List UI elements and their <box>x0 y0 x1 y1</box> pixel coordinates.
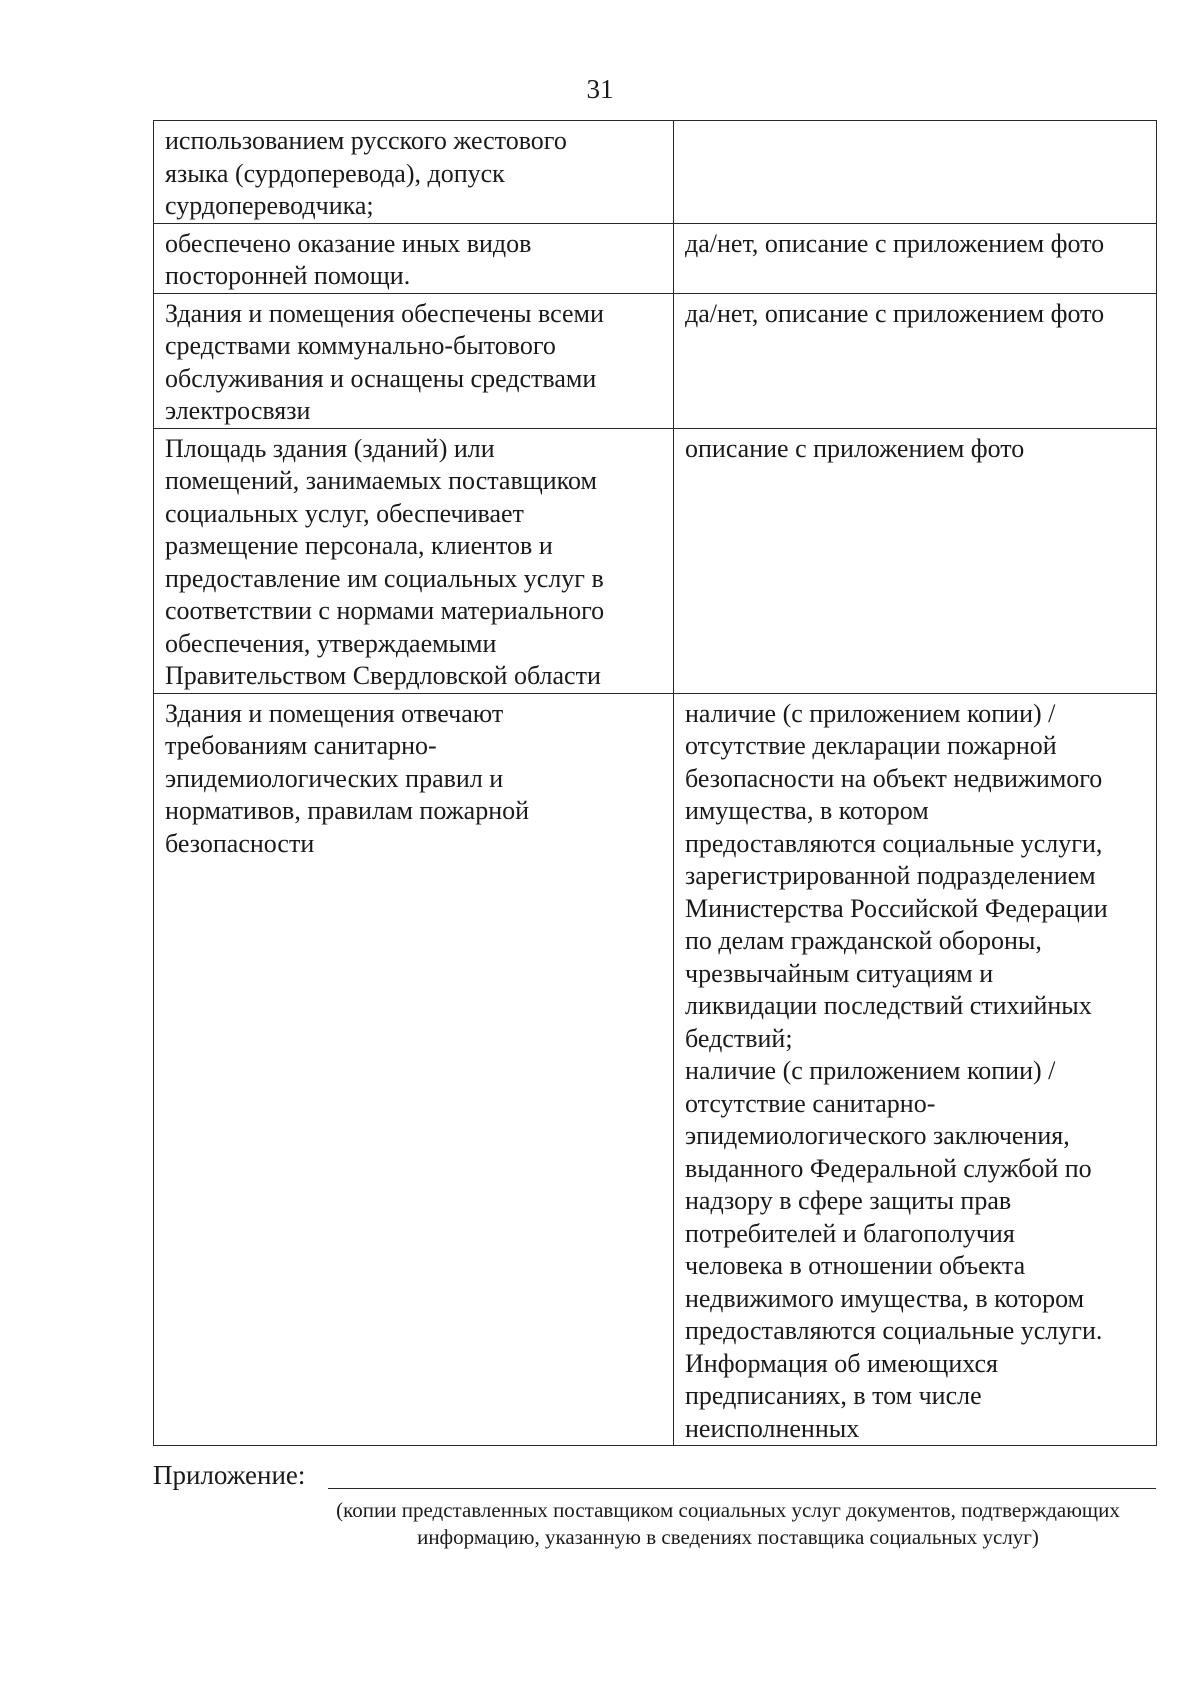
criterion-text: Площадь здания (зданий) или помещений, занимаемых поставщиком социальных услуг, обеспечивает размещение персонала, клиентов и предоставление им социальных услуг в соответствии с нормами материального обеспечения, утверждаемыми Правительством Свердловской области <box>165 433 605 690</box>
criterion-text: обеспечено оказание иных видов посторонней помощи. <box>165 228 532 290</box>
appendix-label: Приложение: <box>153 1460 306 1490</box>
table-cell-evidence <box>674 293 1157 428</box>
table-row <box>154 428 1157 693</box>
table-cell-evidence <box>674 428 1157 693</box>
appendix-section <box>153 1458 1156 1492</box>
evidence-text: да/нет, описание с приложением фото <box>685 298 1105 328</box>
appendix-note: (копии представленных поставщиком социальных услуг документов, подтверждающих информацию, указанную в сведениях поставщика социальных услуг) <box>336 1498 1120 1549</box>
table-row <box>154 223 1157 293</box>
table-row <box>154 121 1157 224</box>
criterion-text: использованием русского жестового языка (сурдоперевода), допуск сурдопереводчика; <box>165 126 567 220</box>
table-cell-criterion <box>154 223 674 293</box>
table-cell-evidence <box>674 223 1157 293</box>
evidence-text: описание с приложением фото <box>685 433 1025 463</box>
evidence-text: да/нет, описание с приложением фото <box>685 228 1105 258</box>
table-cell-evidence <box>674 121 1157 224</box>
evidence-text: наличие (с приложением копии) / отсутствие декларации пожарной безопасности на объект недвижимого имущества, в котором предоставляются социальные услуги, зарегистрированной подразделением Министерства Российской Федерации по делам гражданской обороны, чрезвычайным ситуациям и ликвидации последствий стихийных бедствий; наличие (с приложением копии) / отсутствие санитарно- эпидемиологического заключения, выданного Федеральной службой по надзору в сфере защиты прав потребителей и благополучия человека в отношении объекта недвижимого имущества, в котором предоставляются социальные услуги. Информация об имеющихся предписаниях, в том числе неисполненных <box>685 698 1108 1443</box>
criterion-text: Здания и помещения обеспечены всеми средствами коммунально-бытового обслуживания и оснащены средствами электросвязи <box>165 298 604 425</box>
table-cell-evidence <box>674 693 1157 1446</box>
page-number: 31 <box>586 74 614 104</box>
table-row <box>154 693 1157 1446</box>
table-row <box>154 293 1157 428</box>
table-cell-criterion <box>154 428 674 693</box>
requirements-table <box>153 120 1157 1446</box>
table-cell-criterion <box>154 693 674 1446</box>
table-cell-criterion <box>154 121 674 224</box>
criterion-text: Здания и помещения отвечают требованиям санитарно- эпидемиологических правил и нормативов, правилам пожарной безопасности <box>165 698 530 858</box>
table-cell-criterion <box>154 293 674 428</box>
appendix-blank-line <box>328 1488 1156 1489</box>
